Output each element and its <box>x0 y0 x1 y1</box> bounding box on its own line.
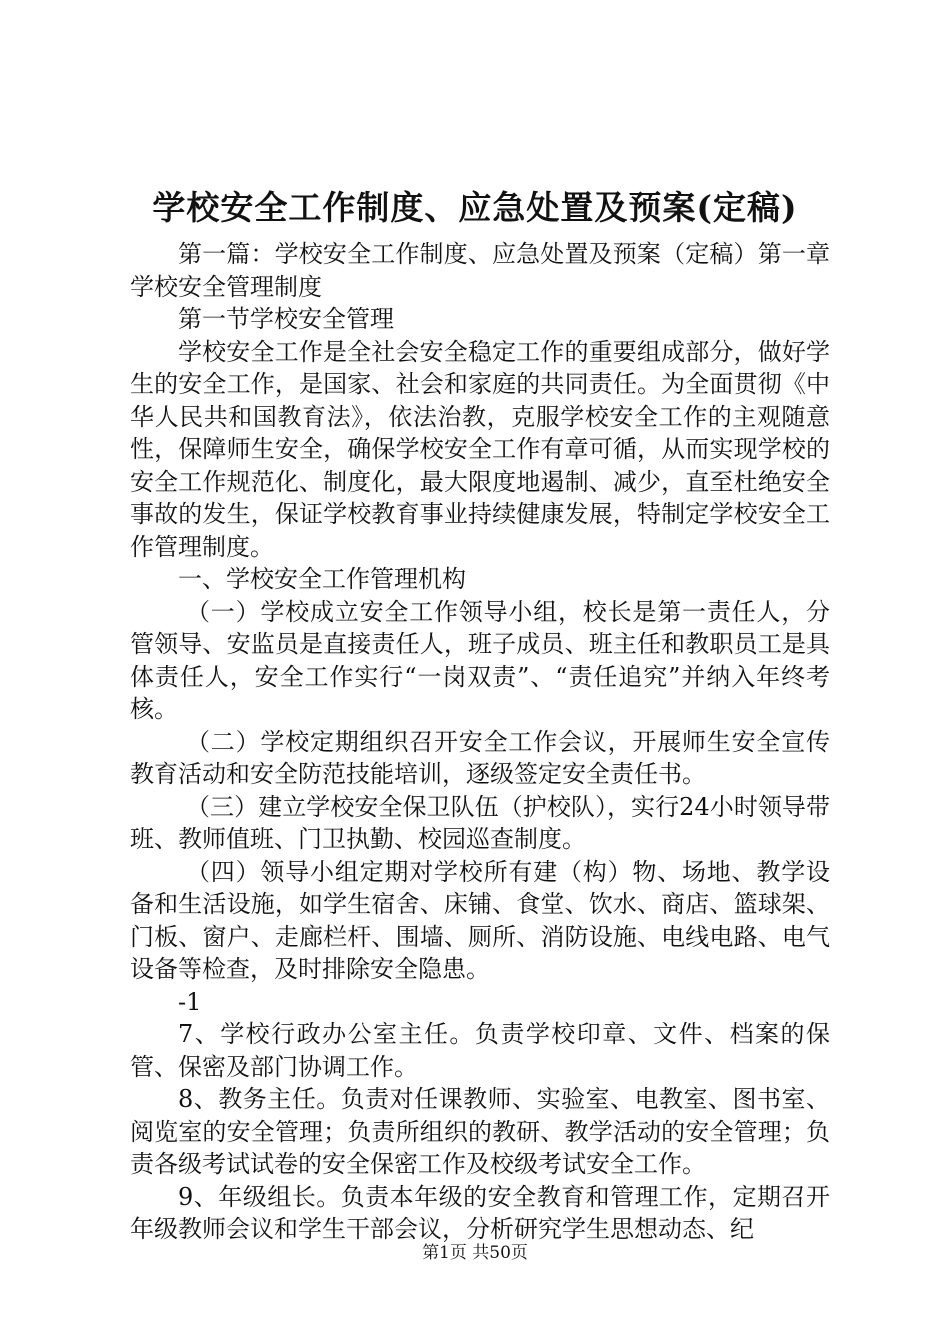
page-footer: 第1页 共50页 <box>422 1243 528 1263</box>
paragraph-section-heading: 第一节学校安全管理 <box>178 305 394 333</box>
paragraph-duty-7: 7、学校行政办公室主任。负责学校印章、文件、档案的保管、保密及部门协调工作。 <box>130 1020 830 1081</box>
paragraph-heading-organization: 一、学校安全工作管理机构 <box>178 565 466 593</box>
paragraph-duty-8: 8、教务主任。负责对任课教师、实验室、电教室、图书室、阅览室的安全管理；负责所组织的教研、教学活动的安全管理；负责各级考试试卷的安全保密工作及校级考试安全工作。 <box>130 1085 830 1178</box>
paragraph-item-3: （三）建立学校安全保卫队伍（护校队），实行24小时领导带班、教师值班、门卫执勤、校园巡查制度。 <box>130 792 830 853</box>
paragraph-duty-9: 9、年级组长。负责本年级的安全教育和管理工作，定期召开年级教师会议和学生干部会议，分析研究学生思想动态、纪 <box>130 1182 830 1243</box>
paragraph-intro: 学校安全工作是全社会安全稳定工作的重要组成部分，做好学生的安全工作，是国家、社会和家庭的共同责任。为全面贯彻《中华人民共和国教育法》，依法治教，克服学校安全工作的主观随意性，保障师生安全，确保学校安全工作有章可循，从而实现学校的安全工作规范化、制度化，最大限度地遏制、减少，直至杜绝安全事故的发生，保证学校教育事业持续健康发展，特制定学校安全工作管理制度。 <box>130 337 830 561</box>
paragraph-item-1: （一）学校成立安全工作领导小组，校长是第一责任人，分管领导、安监员是直接责任人，班子成员、班主任和教职员工是具体责任人，安全工作实行“一岗双责”、“责任追究”并纳入年终考核。 <box>130 597 830 723</box>
document-body <box>130 238 830 1246</box>
paragraph-item-4: （四）领导小组定期对学校所有建（构）物、场地、教学设备和生活设施，如学生宿舍、床铺、食堂、饮水、商店、篮球架、门板、窗户、走廊栏杆、围墙、厕所、消防设施、电线电路、电气设备等检查，及时排除安全隐患。 <box>130 857 830 983</box>
paragraph-chapter-heading: 第一篇：学校安全工作制度、应急处置及预案（定稿）第一章学校安全管理制度 <box>130 240 830 301</box>
document-title: 学校安全工作制度、应急处置及预案(定稿) <box>152 188 798 227</box>
paragraph-item-2: （二）学校定期组织召开安全工作会议，开展师生安全宣传教育活动和安全防范技能培训，逐级签定安全责任书。 <box>130 727 830 788</box>
inline-page-marker: -1 <box>178 987 202 1016</box>
